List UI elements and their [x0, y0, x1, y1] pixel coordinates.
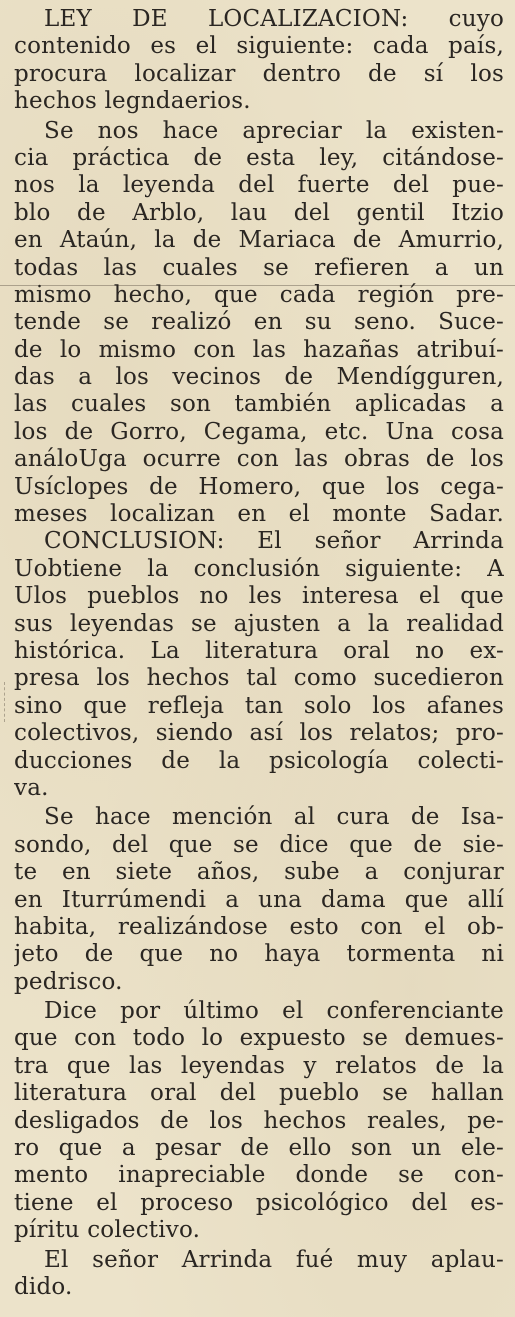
text-line: análoUga ocurre con las obras de los [14, 446, 504, 473]
text-line: te en siete años, sube a conjurar [14, 859, 504, 886]
paragraph-existencia [14, 118, 504, 529]
text-line: ducciones de la psicología colecti- [14, 747, 504, 774]
text-line: desligados de los hechos reales, pe- [14, 1107, 504, 1134]
text-line: presa los hechos tal como sucedieron [14, 665, 504, 692]
text-line: nos la leyenda del fuerte del pue- [14, 172, 504, 199]
text-line: colectivos, siendo así los relatos; pro- [14, 720, 504, 747]
text-line: en Iturrúmendi a una dama que allí [14, 886, 504, 913]
text-line: Usíclopes de Homero, que los cega- [14, 473, 504, 500]
text-line: ro que a pesar de ello son un ele- [14, 1135, 504, 1162]
text-line: das a los vecinos de Mendígguren, [14, 364, 504, 391]
text-line: hechos legndaerios. [14, 88, 251, 115]
text-line: los de Gorro, Cegama, etc. Una cosa [14, 418, 504, 445]
text-line: pedrisco. [14, 968, 123, 995]
text-line: las cuales son también aplicadas a [14, 391, 504, 418]
text-line: El señor Arrinda fué muy aplau- [44, 1246, 504, 1273]
text-line: meses localizan en el monte Sadar. [14, 501, 504, 528]
text-line: todas las cuales se refieren a un [14, 254, 504, 281]
text-line: Se nos hace apreciar la existen- [44, 117, 504, 144]
paragraph-aplaudido [14, 1247, 504, 1302]
text-line: Uobtiene la conclusión siguiente: A [14, 555, 504, 582]
text-line: en Ataún, la de Mariaca de Amurrio, [14, 227, 504, 254]
paragraph-ley-de-localizacion [14, 6, 504, 116]
paragraph-conclusion [14, 528, 504, 802]
paragraph-cura-isasondo [14, 804, 504, 996]
text-line: de lo mismo con las hazañas atribuí- [14, 336, 504, 363]
text-line: mento inapreciable donde se con- [14, 1162, 504, 1189]
text-line: procura localizar dentro de sí los [14, 60, 504, 87]
text-line: histórica. La literatura oral no ex- [14, 637, 504, 664]
text-line: mismo hecho, que cada región pre- [14, 281, 504, 308]
text-line: jeto de que no haya tormenta ni [14, 941, 504, 968]
text-line: que con todo lo expuesto se demues- [14, 1025, 504, 1052]
text-line: tende se realizó en su seno. Suce- [14, 309, 504, 336]
text-line: va. [14, 774, 49, 801]
text-line: LEY DE LOCALIZACION: cuyo [44, 6, 504, 32]
text-line: habita, realizándose esto con el ob- [14, 913, 504, 940]
text-line: sus leyendas se ajusten a la realidad [14, 610, 504, 637]
text-line: Dice por último el conferenciante [44, 998, 504, 1025]
paragraph-conferenciante [14, 998, 504, 1245]
text-line: CONCLUSION: El señor Arrinda [44, 528, 504, 555]
text-line: sino que refleja tan solo los afanes [14, 692, 504, 719]
text-line: sondo, del que se dice que de sie- [14, 831, 504, 858]
text-line: literatura oral del pueblo se hallan [14, 1080, 504, 1107]
text-line: Ulos pueblos no les interesa el que [14, 583, 504, 610]
text-line: contenido es el siguiente: cada país, [14, 33, 504, 60]
text-line: dido. [14, 1273, 73, 1300]
margin-mark [4, 682, 5, 722]
text-line: tiene el proceso psicológico del es- [14, 1189, 504, 1216]
text-line: Se hace mención al cura de Isa- [44, 804, 504, 831]
text-line: blo de Arblo, lau del gentil Itzio [14, 199, 504, 226]
text-line: píritu colectivo. [14, 1217, 201, 1244]
article-column [14, 6, 504, 1301]
text-line: cia práctica de esta ley, citándose- [14, 144, 504, 171]
text-line: tra que las leyendas y relatos de la [14, 1052, 504, 1079]
